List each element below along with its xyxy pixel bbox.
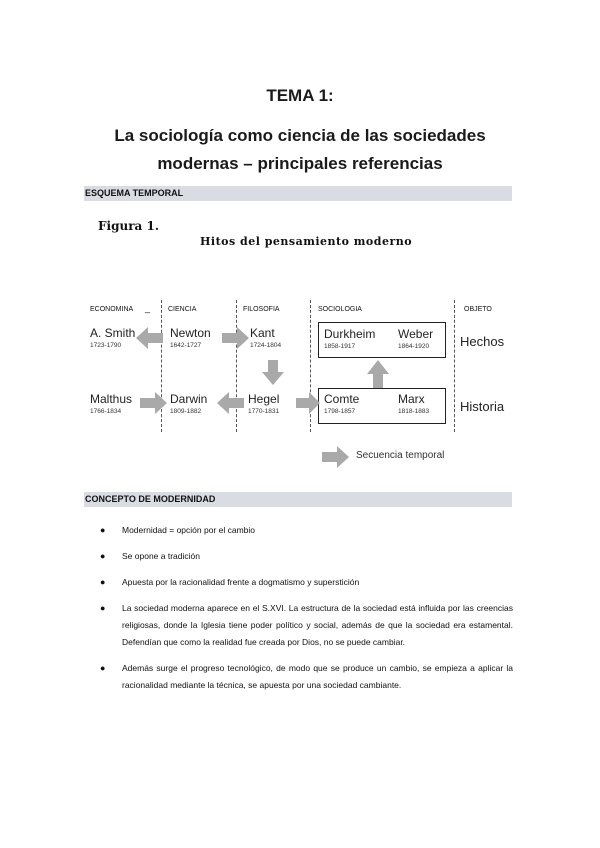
figure-legend: Secuencia temporal [356, 450, 445, 461]
arrow-left-icon [136, 327, 163, 349]
thinker-marx-dates: 1818-1883 [398, 408, 430, 415]
bullet-icon: ● [100, 551, 106, 561]
thinker-durkheim-dates: 1858-1917 [324, 343, 356, 350]
thinker-smith-dates: 1723-1790 [90, 342, 122, 349]
column-separator-dash: _ [145, 303, 151, 313]
subtitle-line-2: modernas – principales referencias [157, 154, 443, 173]
list-item: ● Modernidad = opción por el cambio [100, 522, 513, 539]
bullet-icon: ● [100, 663, 106, 673]
column-filosofia: FILOSOFIA [243, 306, 280, 313]
bullet-icon: ● [100, 603, 106, 613]
thinker-weber-name: Weber [398, 327, 434, 341]
thinker-smith-name: A. Smith [90, 326, 136, 340]
thinker-kant-dates: 1724-1804 [250, 342, 282, 349]
column-divider [454, 300, 455, 432]
arrow-right-icon [140, 392, 167, 414]
section-header-esquema: ESQUEMA TEMPORAL [84, 186, 512, 201]
arrow-left-icon [217, 392, 244, 414]
arrow-up-icon [367, 360, 389, 388]
figure-label: Figura 1. [98, 219, 159, 233]
thinker-newton-name: Newton [170, 326, 211, 340]
list-item: ● La sociedad moderna aparece en el S.XVI. La estructura de la sociedad está influida por las creencias religiosas, donde la Iglesia tiene poder político y social, además de que la sociedad era estamental. Defendían que como la realidad fue creada por Dios, no se puede cambiar. [100, 600, 513, 651]
list-item: ● Apuesta por la racionalidad frente a dogmatismo y superstición [100, 574, 513, 591]
bullet-icon: ● [100, 525, 106, 535]
bullet-icon: ● [100, 577, 106, 587]
thinker-comte-name: Comte [324, 392, 360, 406]
list-item: ● Además surge el progreso tecnológico, de modo que se produce un cambio, se empieza a aplicar la racionalidad mediante la técnica, se apuesta por una sociedad cambiante. [100, 660, 513, 694]
object-hechos: Hechos [460, 334, 505, 349]
thinker-hegel-dates: 1770-1831 [248, 408, 280, 415]
arrow-right-icon [296, 392, 320, 414]
column-ciencia: CIENCIA [168, 306, 197, 313]
thinker-weber-dates: 1864-1920 [398, 343, 430, 350]
column-divider [310, 300, 311, 432]
subtitle-line-1: La sociología como ciencia de las sociedades [114, 126, 486, 145]
column-objeto: OBJETO [464, 306, 492, 313]
thinker-darwin-dates: 1809-1882 [170, 408, 202, 415]
thinker-durkheim-name: Durkheim [324, 327, 376, 341]
column-sociologia: SOCIOLOGIA [318, 306, 362, 313]
bullet-list [100, 522, 513, 703]
thinker-hegel-name: Hegel [248, 392, 280, 406]
column-divider [236, 300, 237, 432]
page-subtitle [0, 122, 600, 178]
thinker-kant-name: Kant [250, 326, 275, 340]
column-divider [161, 300, 162, 432]
object-historia: Historia [460, 399, 505, 414]
thinker-comte-dates: 1798-1857 [324, 408, 356, 415]
list-item: ● Se opone a tradición [100, 548, 513, 565]
column-economia: ECONOMINA [90, 306, 134, 313]
page-title: TEMA 1: [266, 86, 334, 105]
thinker-darwin-name: Darwin [170, 392, 208, 406]
thinker-malthus-dates: 1766-1834 [90, 408, 122, 415]
legend-arrow-icon [322, 446, 349, 468]
figure-title: Hitos del pensamiento moderno [200, 235, 413, 248]
thinker-marx-name: Marx [398, 392, 425, 406]
arrow-down-icon [262, 360, 284, 385]
thinker-newton-dates: 1642-1727 [170, 342, 202, 349]
thinker-malthus-name: Malthus [90, 392, 133, 406]
section-header-modernidad: CONCEPTO DE MODERNIDAD [84, 492, 512, 507]
